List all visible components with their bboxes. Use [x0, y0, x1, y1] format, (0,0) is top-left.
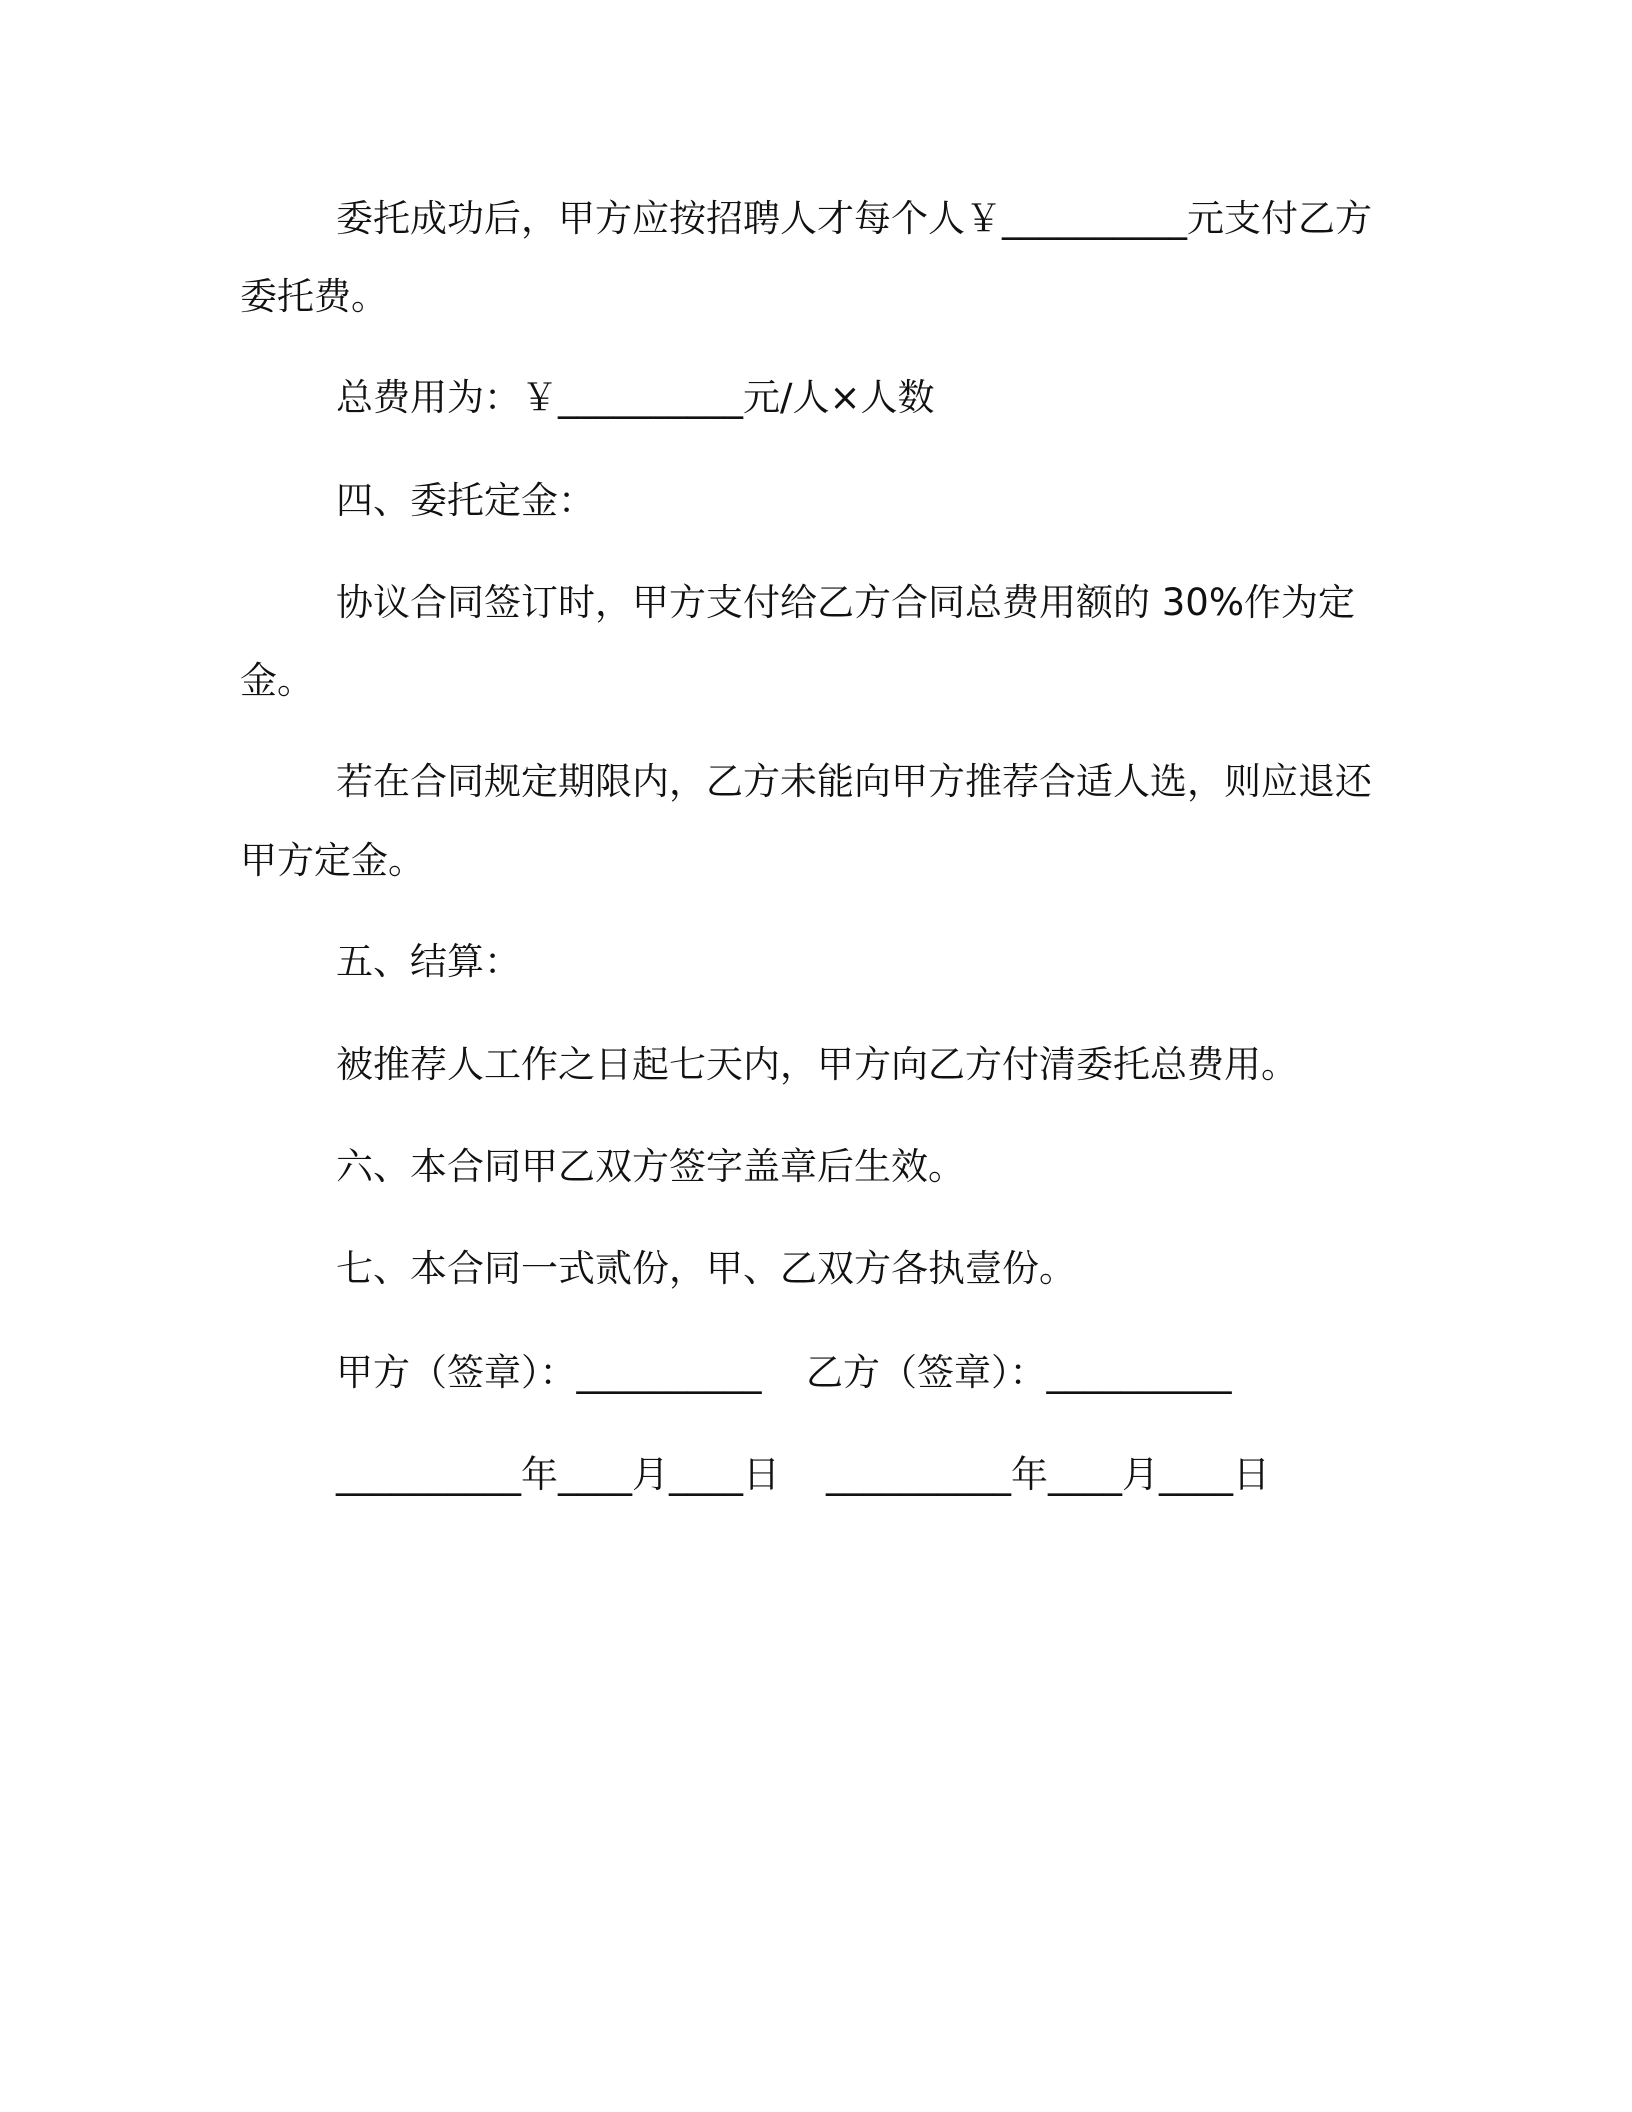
section-heading-settlement: 五、结算： [336, 940, 521, 983]
paragraph-settlement: 被推荐人工作之日起七天内，甲方向乙方付清委托总费用。 [336, 1043, 1298, 1086]
paragraph-fee-line2: 委托费。 [240, 275, 388, 318]
paragraph-refund-line1: 若在合同规定期限内，乙方未能向甲方推荐合适人选，则应退还 [336, 760, 1372, 803]
section-heading-deposit: 四、委托定金： [336, 479, 595, 522]
paragraph-deposit-line2: 金。 [240, 659, 314, 702]
party-a-signature: 甲方（签章）：__________ [336, 1351, 762, 1394]
paragraph-deposit-line1: 协议合同签订时，甲方支付给乙方合同总费用额的 30%作为定 [336, 581, 1355, 624]
paragraph-fee-line1: 委托成功后，甲方应按招聘人才每个人￥__________元支付乙方 [336, 197, 1372, 240]
party-a-date: __________年____月____日 [336, 1453, 780, 1496]
date-row [336, 1453, 1486, 1496]
paragraph-total-fee: 总费用为：￥__________元/人×人数 [336, 376, 935, 419]
party-b-signature: 乙方（签章）：__________ [806, 1351, 1232, 1394]
paragraph-effective: 六、本合同甲乙双方签字盖章后生效。 [336, 1145, 965, 1188]
party-b-date: __________年____月____日 [826, 1453, 1270, 1496]
paragraph-refund-line2: 甲方定金。 [240, 839, 425, 882]
paragraph-copies: 七、本合同一式贰份，甲、乙双方各执壹份。 [336, 1247, 1076, 1290]
signature-row [336, 1351, 1486, 1394]
